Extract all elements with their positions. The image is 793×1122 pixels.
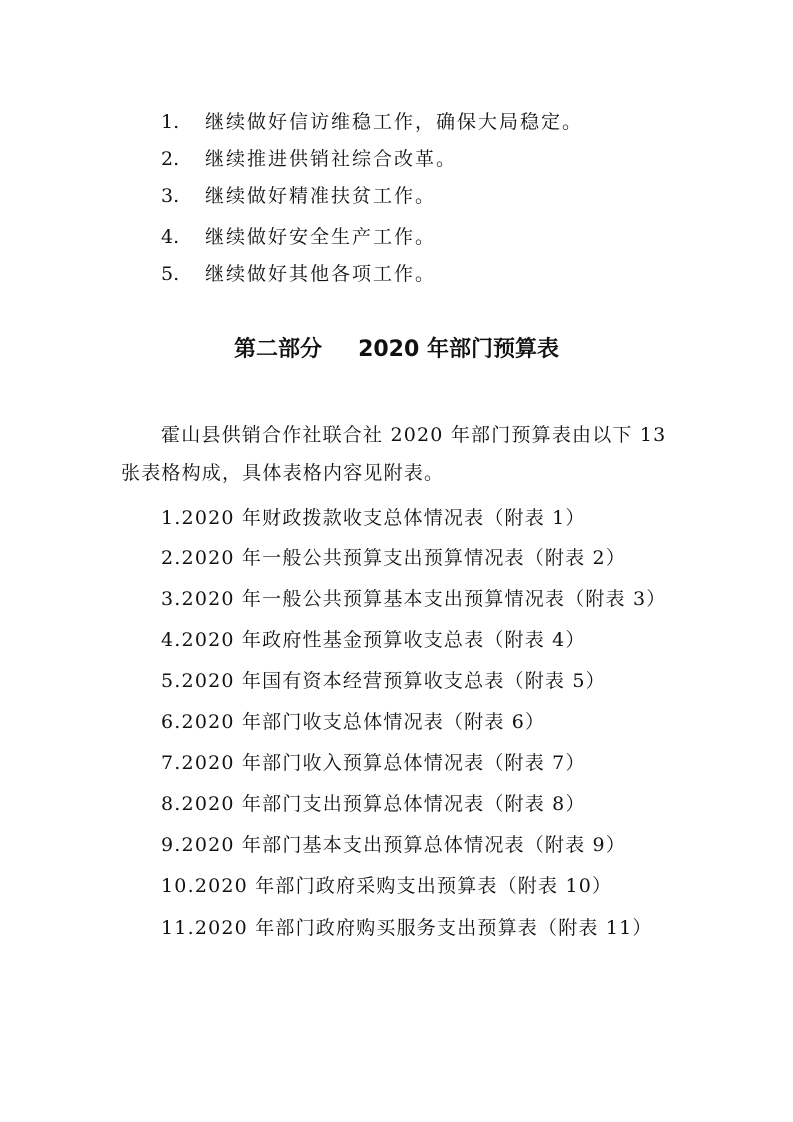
intro-line-2: 张表格构成，具体表格内容见附表。 (121, 462, 445, 484)
task-text: 继续做好其他各项工作。 (205, 263, 437, 285)
intro-line-1: 霍山县供销合作社联合社 2020 年部门预算表由以下 13 (161, 424, 667, 446)
table-list-item: 9.2020 年部门基本支出预算总体情况表（附表 9） (161, 834, 627, 856)
task-text: 继续做好精准扶贫工作。 (205, 185, 437, 207)
table-list-item: 6.2020 年部门收支总体情况表（附表 6） (161, 711, 546, 733)
task-number: 1. (161, 111, 180, 133)
table-list-item: 11.2020 年部门政府购买服务支出预算表（附表 11） (161, 917, 653, 939)
section-heading (0, 336, 793, 364)
task-text: 继续推进供销社综合改革。 (205, 148, 458, 170)
section-title: 2020 年部门预算表 (358, 337, 559, 362)
table-list-item: 10.2020 年部门政府采购支出预算表（附表 10） (161, 875, 613, 897)
section-part-label: 第二部分 (234, 337, 323, 362)
table-list-item: 4.2020 年政府性基金预算收支总表（附表 4） (161, 629, 586, 651)
task-item (161, 225, 681, 249)
task-text: 继续做好安全生产工作。 (205, 226, 437, 248)
task-text: 继续做好信访维稳工作，确保大局稳定。 (205, 111, 584, 133)
table-list-item: 7.2020 年部门收入预算总体情况表（附表 7） (161, 752, 586, 774)
table-list-item: 3.2020 年一般公共预算基本支出预算情况表（附表 3） (161, 588, 667, 610)
task-number: 5. (161, 263, 180, 285)
table-list-item: 1.2020 年财政拨款收支总体情况表（附表 1） (161, 507, 586, 529)
task-number: 3. (161, 185, 180, 207)
task-number: 2. (161, 148, 180, 170)
task-item (161, 184, 681, 208)
table-list-item: 8.2020 年部门支出预算总体情况表（附表 8） (161, 793, 586, 815)
task-number: 4. (161, 226, 180, 248)
table-list-item: 5.2020 年国有资本经营预算收支总表（附表 5） (161, 670, 606, 692)
task-item (161, 147, 681, 171)
table-list-item: 2.2020 年一般公共预算支出预算情况表（附表 2） (161, 547, 627, 569)
task-item (161, 262, 681, 286)
task-item (161, 110, 681, 134)
